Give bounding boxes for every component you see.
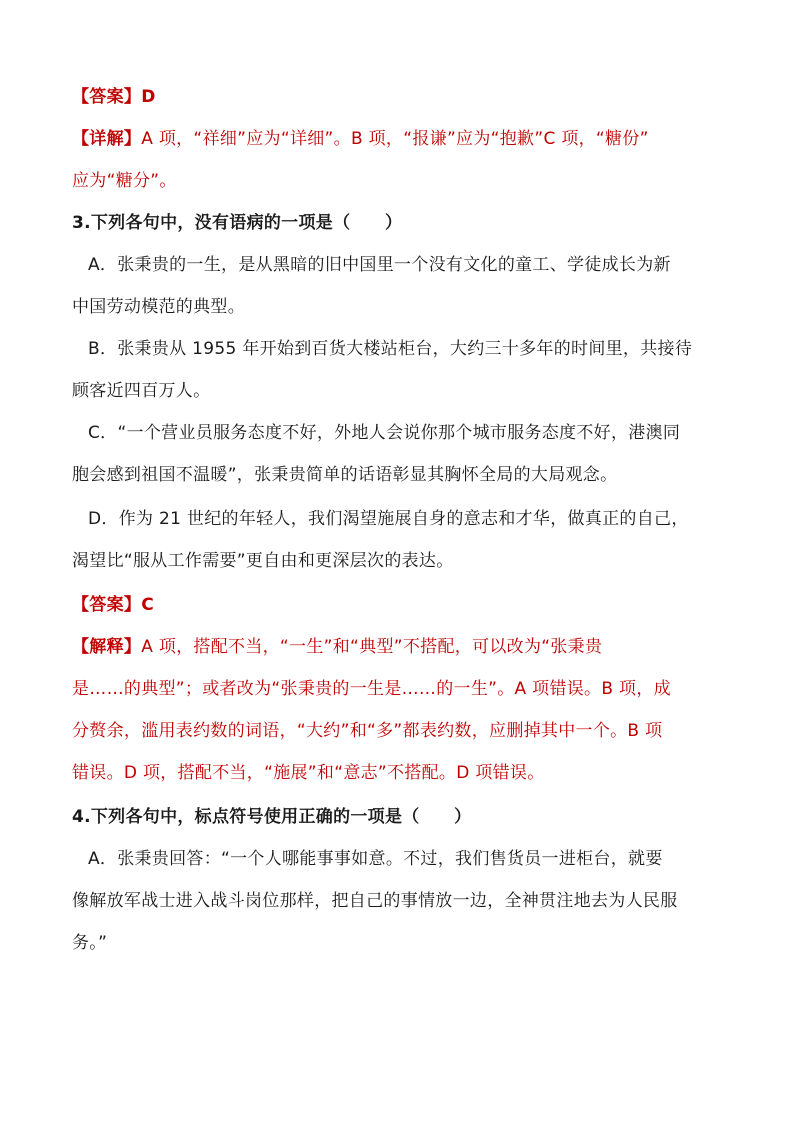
q3-explain-line-4: 错误。D 项，搭配不当，“施展”和“意志”不搭配。D 项错误。 [72, 763, 545, 783]
answer-tag: 【答案】 [72, 87, 142, 107]
q2-answer-line [72, 86, 732, 108]
q4-option-a-line-1: A．张秉贵回答：“一个人哪能事事如意。不过，我们售货员一进柜台，就要 [88, 849, 663, 869]
q4-option-a-line-2: 像解放军战士进入战斗岗位那样，把自己的事情放一边，全神贯注地去为人民服 [72, 891, 678, 911]
q3-option-d-line-2: 渴望比“服从工作需要”更自由和更深层次的表达。 [72, 551, 454, 571]
explain-text: A 项，“祥细”应为“详细”。B 项，“报谦”应为“抱歉”C 项，“糖份” [141, 129, 649, 149]
q4-option-a-line-3: 务。” [72, 933, 108, 953]
q4-stem: 4.下列各句中，标点符号使用正确的一项是（ ） [72, 807, 472, 827]
q3-explain-line-1 [72, 636, 732, 658]
explain-tag: 【解释】 [72, 637, 142, 657]
q3-option-c-line-2: 胞会感到祖国不温暖”，张秉贵简单的话语彰显其胸怀全局的大局观念。 [72, 465, 618, 485]
q2-explain-line-1 [72, 128, 732, 150]
q2-explain-line-2: 应为“糖分”。 [72, 171, 177, 191]
answer-tag: 【答案】 [72, 595, 142, 615]
answer-value: D [141, 87, 156, 107]
q3-option-b-line-1: B．张秉贵从 1955 年开始到百货大楼站柜台，大约三十多年的时间里，共接待 [88, 339, 693, 359]
q3-option-c-line-1: C．“一个营业员服务态度不好，外地人会说你那个城市服务态度不好，港澳同 [88, 423, 681, 443]
explain-tag: 【详解】 [72, 129, 142, 149]
q3-explain-line-2: 是……的典型”；或者改为“张秉贵的一生是……的一生”。A 项错误。B 项，成 [72, 679, 671, 699]
q3-option-a-line-1: A．张秉贵的一生，是从黑暗的旧中国里一个没有文化的童工、学徒成长为新 [88, 255, 671, 275]
q3-option-d-line-1: D．作为 21 世纪的年轻人，我们渴望施展自身的意志和才华，做真正的自己， [88, 509, 689, 529]
explain-text: A 项，搭配不当，“一生”和“典型”不搭配，可以改为“张秉贵 [141, 637, 603, 657]
q3-stem: 3.下列各句中，没有语病的一项是（ ） [72, 213, 403, 233]
q3-option-a-line-2: 中国劳动模范的典型。 [72, 297, 245, 317]
answer-value: C [141, 595, 154, 615]
q3-explain-line-3: 分赘余，滥用表约数的词语，“大约”和“多”都表约数，应删掉其中一个。B 项 [72, 721, 663, 741]
q3-answer-line [72, 594, 732, 616]
q3-option-b-line-2: 顾客近四百万人。 [72, 381, 211, 401]
